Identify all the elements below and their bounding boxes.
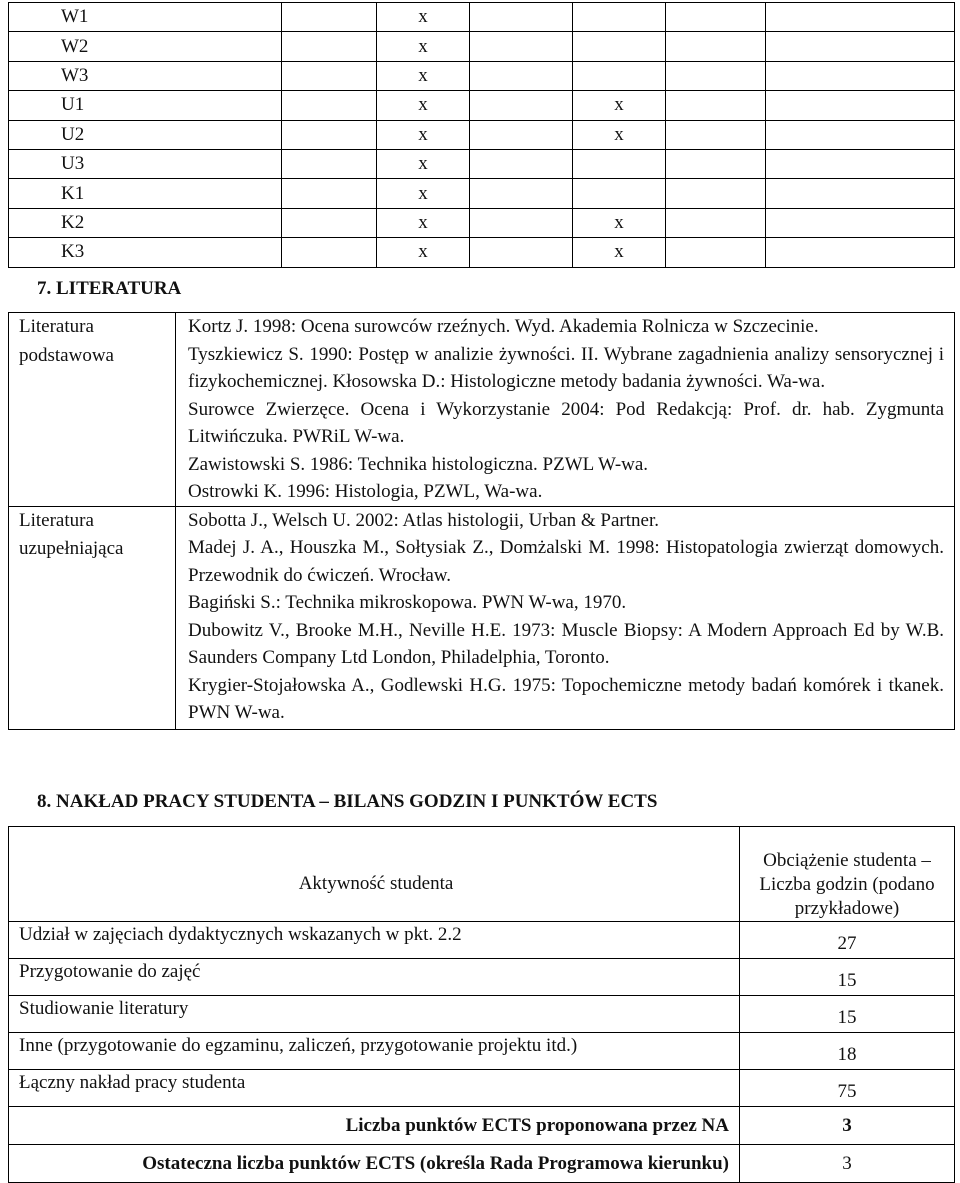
activity-column-header: Aktywność studenta (9, 827, 740, 922)
mark-cell: x (377, 179, 470, 208)
outcome-code: U3 (9, 149, 282, 178)
mark-cell (470, 91, 573, 120)
mark-cell: x (377, 120, 470, 149)
mark-cell: x (377, 3, 470, 32)
literature-entry: Kortz J. 1998: Ocena surowców rzeźnych. Wyd. Akademia Rolnicza w Szczecinie. (188, 316, 819, 337)
table-row (9, 238, 955, 267)
basic-literature-list (176, 313, 955, 507)
literature-table (8, 312, 955, 730)
mark-cell (573, 179, 666, 208)
mark-cell (282, 61, 377, 90)
mark-cell (470, 120, 573, 149)
outcome-code: U1 (9, 91, 282, 120)
table-row (9, 32, 955, 61)
table-row (9, 922, 955, 959)
mark-cell (573, 61, 666, 90)
ects-proposed-row (9, 1107, 955, 1145)
hours-cell: 18 (740, 1033, 955, 1070)
outcome-code: K1 (9, 179, 282, 208)
mark-cell: x (573, 91, 666, 120)
table-row (9, 179, 955, 208)
literature-heading: 7. LITERATURA (37, 278, 182, 299)
mark-cell (666, 32, 766, 61)
mark-cell: x (377, 238, 470, 267)
ects-proposed-label: Liczba punktów ECTS proponowana przez NA (9, 1107, 740, 1145)
activity-cell: Inne (przygotowanie do egzaminu, zaliczeń, przygotowanie projektu itd.) (9, 1033, 740, 1070)
mark-cell (766, 32, 955, 61)
activity-cell: Studiowanie literatury (9, 996, 740, 1033)
literature-entry: Madej J. A., Houszka M., Sołtysiak Z., Domżalski M. 1998: Histopatologia zwierząt domowych. Przewodnik do ćwiczeń. Wrocław. (188, 537, 944, 586)
table-row (9, 313, 955, 507)
mark-cell (470, 149, 573, 178)
mark-cell (470, 3, 573, 32)
mark-cell: x (377, 149, 470, 178)
mark-cell (666, 3, 766, 32)
mark-cell (282, 208, 377, 237)
mark-cell (766, 238, 955, 267)
literature-entry: Tyszkiewicz S. 1990: Postęp w analizie żywności. II. Wybrane zagadnienia analizy sensorycznej i fizykochemicznej. Kłosowska D.: Histologiczne metody badania żywności. Wa-wa. (188, 343, 944, 392)
activity-cell: Łączny nakład pracy studenta (9, 1070, 740, 1107)
mark-cell (766, 149, 955, 178)
table-row (9, 959, 955, 996)
mark-cell (666, 208, 766, 237)
mark-cell (470, 32, 573, 61)
mark-cell (282, 149, 377, 178)
table-row (9, 149, 955, 178)
mark-cell (666, 91, 766, 120)
mark-cell: x (573, 238, 666, 267)
ects-proposed-value: 3 (740, 1107, 955, 1145)
outcome-code: W1 (9, 3, 282, 32)
workload-heading: 8. NAKŁAD PRACY STUDENTA – BILANS GODZIN I PUNKTÓW ECTS (37, 791, 658, 812)
outcome-code: K2 (9, 208, 282, 237)
mark-cell (573, 149, 666, 178)
supplementary-literature-label: Literatura uzupełniająca (9, 506, 176, 729)
outcome-code: U2 (9, 120, 282, 149)
table-row (9, 996, 955, 1033)
mark-cell (766, 120, 955, 149)
literature-entry: Bagiński S.: Technika mikroskopowa. PWN W-wa, 1970. (188, 592, 627, 613)
outcome-code: W3 (9, 61, 282, 90)
ects-final-row (9, 1145, 955, 1183)
mark-cell (282, 238, 377, 267)
mark-cell (766, 91, 955, 120)
table-row (9, 91, 955, 120)
learning-outcomes-table (8, 2, 955, 268)
literature-entry: Zawistowski S. 1986: Technika histologiczna. PZWL W-wa. (188, 453, 649, 475)
activity-cell: Udział w zajęciach dydaktycznych wskazanych w pkt. 2.2 (9, 922, 740, 959)
literature-entry: Dubowitz V., Brooke M.H., Neville H.E. 1973: Muscle Biopsy: A Modern Approach Ed by W.B. Saunders Company Ltd London, Philadelphia, Toronto. (188, 619, 944, 668)
mark-cell: x (377, 61, 470, 90)
table-row (9, 1033, 955, 1070)
mark-cell (470, 179, 573, 208)
hours-cell: 27 (740, 922, 955, 959)
literature-entry: Krygier-Stojałowska A., Godlewski H.G. 1975: Topochemiczne metody badań komórek i tkanek. PWN W-wa. (188, 674, 944, 723)
table-row (9, 1070, 955, 1107)
mark-cell (470, 208, 573, 237)
mark-cell (666, 120, 766, 149)
activity-cell: Przygotowanie do zajęć (9, 959, 740, 996)
mark-cell (766, 208, 955, 237)
hours-column-header: Obciążenie studenta – Liczba godzin (podano przykładowe) (740, 827, 955, 922)
hours-cell: 15 (740, 959, 955, 996)
mark-cell (766, 61, 955, 90)
mark-cell: x (377, 32, 470, 61)
literature-entry: Surowce Zwierzęce. Ocena i Wykorzystanie 2004: Pod Redakcją: Prof. dr. hab. Zygmunta Litwińczuka. PWRiL W-wa. (188, 398, 944, 447)
mark-cell (282, 32, 377, 61)
basic-literature-label: Literatura podstawowa (9, 313, 176, 507)
workload-table (8, 826, 955, 1183)
mark-cell (470, 61, 573, 90)
mark-cell (282, 120, 377, 149)
ects-final-value: 3 (740, 1145, 955, 1183)
literature-entry: Ostrowki K. 1996: Histologia, PZWL, Wa-wa. (188, 481, 543, 502)
mark-cell (766, 3, 955, 32)
supplementary-literature-list (176, 506, 955, 729)
hours-cell: 15 (740, 996, 955, 1033)
table-header-row (9, 827, 955, 922)
mark-cell (470, 238, 573, 267)
mark-cell (766, 179, 955, 208)
table-row (9, 208, 955, 237)
mark-cell (573, 32, 666, 61)
table-row (9, 506, 955, 729)
table-row (9, 3, 955, 32)
literature-entry: Sobotta J., Welsch U. 2002: Atlas histologii, Urban & Partner. (188, 509, 659, 531)
mark-cell (666, 179, 766, 208)
mark-cell (282, 3, 377, 32)
hours-cell: 75 (740, 1070, 955, 1107)
mark-cell (282, 91, 377, 120)
outcome-code: K3 (9, 238, 282, 267)
outcome-code: W2 (9, 32, 282, 61)
mark-cell: x (377, 208, 470, 237)
table-row (9, 61, 955, 90)
mark-cell (573, 3, 666, 32)
mark-cell (282, 179, 377, 208)
mark-cell: x (573, 208, 666, 237)
ects-final-label: Ostateczna liczba punktów ECTS (określa Rada Programowa kierunku) (9, 1145, 740, 1183)
mark-cell (666, 61, 766, 90)
mark-cell: x (573, 120, 666, 149)
mark-cell: x (377, 91, 470, 120)
mark-cell (666, 149, 766, 178)
table-row (9, 120, 955, 149)
mark-cell (666, 238, 766, 267)
